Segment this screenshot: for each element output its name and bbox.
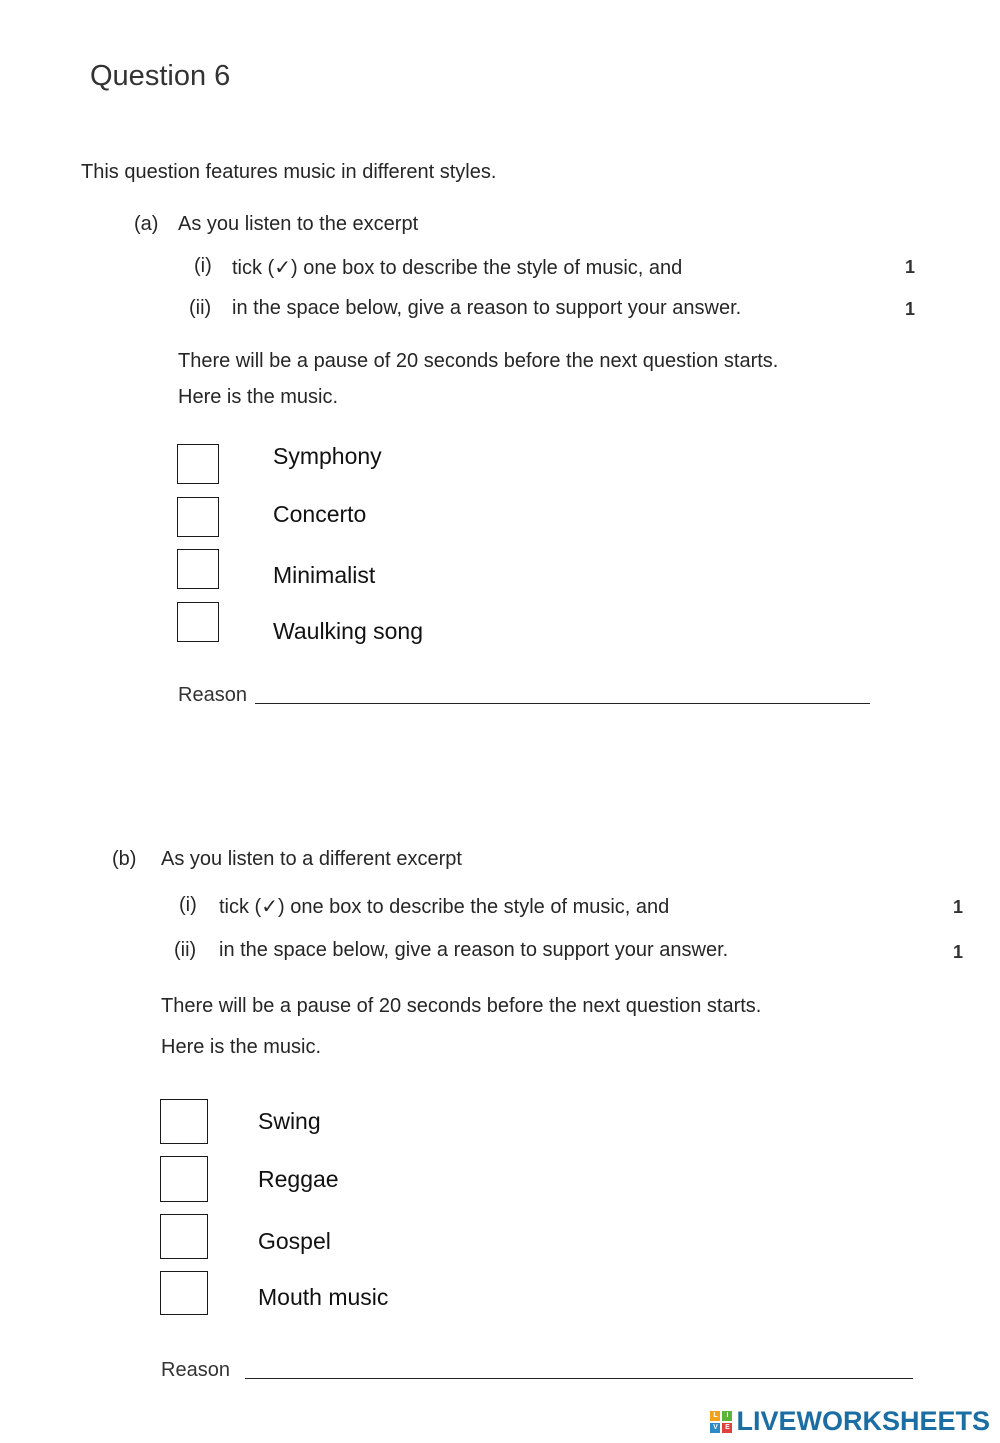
question-intro: This question features music in different styles. bbox=[81, 161, 497, 183]
part-b-sub-i-mark: 1 bbox=[953, 897, 964, 917]
part-b-sub-ii-mark: 1 bbox=[953, 942, 964, 962]
part-a-reason-label: Reason bbox=[178, 684, 247, 706]
page-title: Question 6 bbox=[90, 60, 231, 92]
logo-text: LIVEWORKSHEETS bbox=[736, 1406, 990, 1436]
part-a-option-checkbox[interactable] bbox=[177, 549, 219, 589]
part-b-option-checkbox[interactable] bbox=[160, 1214, 208, 1259]
part-b-option-checkbox[interactable] bbox=[160, 1271, 208, 1315]
part-b-sub-i-text: tick (✓) one box to describe the style of music, and bbox=[219, 896, 670, 918]
part-b-option-label: Gospel bbox=[258, 1228, 331, 1254]
part-a-option-checkbox[interactable] bbox=[177, 602, 219, 642]
part-b-option-checkbox[interactable] bbox=[160, 1156, 208, 1202]
part-a-sub-ii-num: (ii) bbox=[189, 297, 212, 319]
logo-tile: I bbox=[722, 1411, 732, 1421]
part-a-prompt: As you listen to the excerpt bbox=[178, 213, 419, 235]
logo-tile: V bbox=[710, 1423, 720, 1433]
part-b-music-note: Here is the music. bbox=[161, 1036, 322, 1058]
part-b-option-checkbox[interactable] bbox=[160, 1099, 208, 1144]
part-a-option-checkbox[interactable] bbox=[177, 444, 219, 484]
part-a-label: (a) bbox=[134, 213, 159, 235]
logo-tile: E bbox=[722, 1423, 732, 1433]
part-b-sub-ii-text: in the space below, give a reason to support your answer. bbox=[219, 939, 729, 961]
part-a-option-checkbox[interactable] bbox=[177, 497, 219, 537]
part-b-label: (b) bbox=[112, 848, 137, 870]
part-b-reason-input-line[interactable] bbox=[245, 1378, 913, 1379]
part-b-sub-ii-num: (ii) bbox=[174, 939, 197, 961]
part-b-sub-i-num: (i) bbox=[179, 894, 197, 916]
part-a-option-label: Minimalist bbox=[273, 562, 376, 588]
logo-tile: L bbox=[710, 1411, 720, 1421]
part-a-option-label: Concerto bbox=[273, 501, 367, 527]
liveworksheets-logo bbox=[710, 1406, 990, 1437]
part-b-reason-label: Reason bbox=[161, 1359, 230, 1381]
part-a-sub-ii-mark: 1 bbox=[905, 299, 916, 319]
part-b-option-label: Reggae bbox=[258, 1166, 339, 1192]
part-a-reason-input-line[interactable] bbox=[255, 703, 870, 704]
logo-tiles-icon bbox=[710, 1411, 732, 1433]
part-a-option-label: Symphony bbox=[273, 443, 382, 469]
part-a-pause-note: There will be a pause of 20 seconds before the next question starts. bbox=[178, 350, 779, 372]
part-b-option-label: Swing bbox=[258, 1108, 321, 1134]
part-b-pause-note: There will be a pause of 20 seconds before the next question starts. bbox=[161, 995, 762, 1017]
part-a-sub-ii-text: in the space below, give a reason to support your answer. bbox=[232, 297, 742, 319]
part-a-sub-i-mark: 1 bbox=[905, 257, 916, 277]
part-a-sub-i-num: (i) bbox=[194, 255, 212, 277]
part-a-sub-i-text: tick (✓) one box to describe the style of music, and bbox=[232, 257, 683, 279]
part-a-music-note: Here is the music. bbox=[178, 386, 339, 408]
part-a-option-label: Waulking song bbox=[273, 618, 424, 644]
part-b-prompt: As you listen to a different excerpt bbox=[161, 848, 462, 870]
part-b-option-label: Mouth music bbox=[258, 1284, 389, 1310]
